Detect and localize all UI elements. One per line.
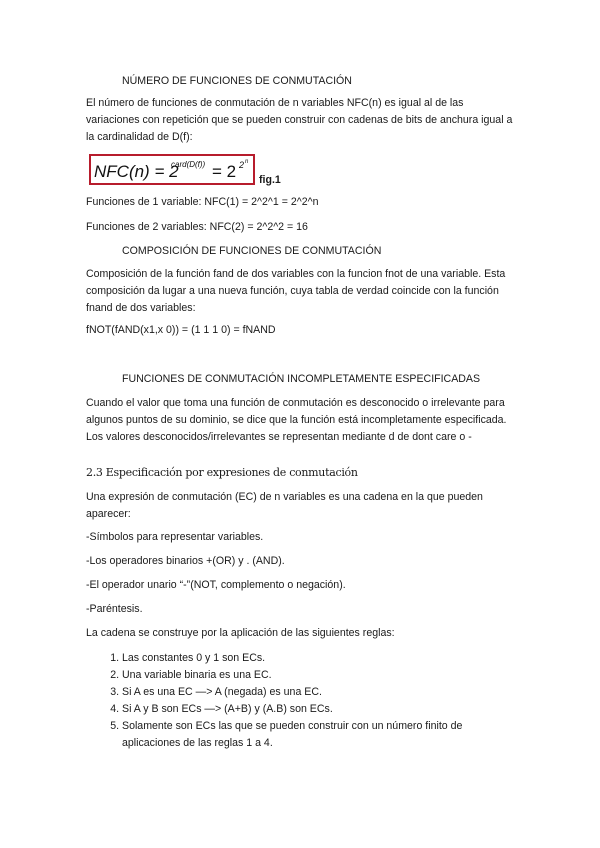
nfc-one-variable: Funciones de 1 variable: NFC(1) = 2^2^1 = 2^2^n	[86, 196, 319, 208]
specification-paragraph: Una expresión de conmutación (EC) de n variables es una cadena en la que pueden aparecer:	[86, 491, 483, 520]
bullet-item: -Paréntesis.	[86, 603, 143, 615]
bullet-item: -Los operadores binarios +(OR) y . (AND).	[86, 555, 285, 567]
formula-mid: = 2	[212, 162, 237, 181]
rules-intro: La cadena se construye por la aplicación de las siguientes reglas:	[86, 627, 395, 639]
nfc-paragraph: El número de funciones de conmutación de n variables NFC(n) es igual al de las variaciones con repetición que se pueden construir con cadenas de bits de anchura igual a la cardinalidad de D(f):	[86, 97, 513, 143]
composition-heading: COMPOSICIÓN DE FUNCIONES DE CONMUTACIÓN	[122, 245, 382, 257]
bullet-item: -El operador unario “-”(NOT, complemento o negación).	[86, 579, 346, 591]
formula-figure	[89, 154, 255, 185]
formula-lhs: NFC(n) = 2	[94, 162, 179, 181]
nfc-heading: NÚMERO DE FUNCIONES DE CONMUTACIÓN	[122, 75, 352, 87]
rule-item: 5. Solamente son ECs las que se pueden construir con un número finito de aplicaciones de las reglas 1 a 4.	[122, 718, 522, 752]
rules-list	[86, 650, 522, 752]
formula-sup1: card(D(f))	[171, 160, 206, 169]
composition-paragraph: Composición de la función fand de dos variables con la funcion fnot de una variable. Esta composición da lugar a una nueva función, cuya tabla de verdad coincide con la función fnand de dos variables:	[86, 268, 506, 314]
formula-sup2-exp: n	[245, 159, 249, 165]
rule-item: 4. Si A y B son ECs —> (A+B) y (A.B) son ECs.	[122, 701, 522, 718]
rule-item: 1. Las constantes 0 y 1 son ECs.	[122, 650, 522, 667]
incomplete-paragraph: Cuando el valor que toma una función de conmutación es desconocido o irrelevante para algunos puntos de su dominio, se dice que la función está incompletamente especificada. Los valores desconocidos/irrelevantes se representan mediante d de dont care o -	[86, 397, 507, 443]
rule-item: 3. Si A es una EC —> A (negada) es una EC.	[122, 684, 522, 701]
specification-heading: 2.3 Especificación por expresiones de conmutación	[86, 466, 358, 479]
formula-svg	[91, 156, 253, 183]
nfc-two-variables: Funciones de 2 variables: NFC(2) = 2^2^2 = 16	[86, 221, 308, 233]
incomplete-heading: FUNCIONES DE CONMUTACIÓN INCOMPLETAMENTE ESPECIFICADAS	[122, 373, 481, 385]
composition-expression: fNOT(fAND(x1,x 0)) = (1 1 1 0) = fNAND	[86, 324, 276, 336]
bullet-item: -Símbolos para representar variables.	[86, 531, 264, 543]
rule-item: 2. Una variable binaria es una EC.	[122, 667, 522, 684]
figure-label: fig.1	[259, 174, 281, 186]
formula-sup2: 2	[239, 160, 245, 170]
